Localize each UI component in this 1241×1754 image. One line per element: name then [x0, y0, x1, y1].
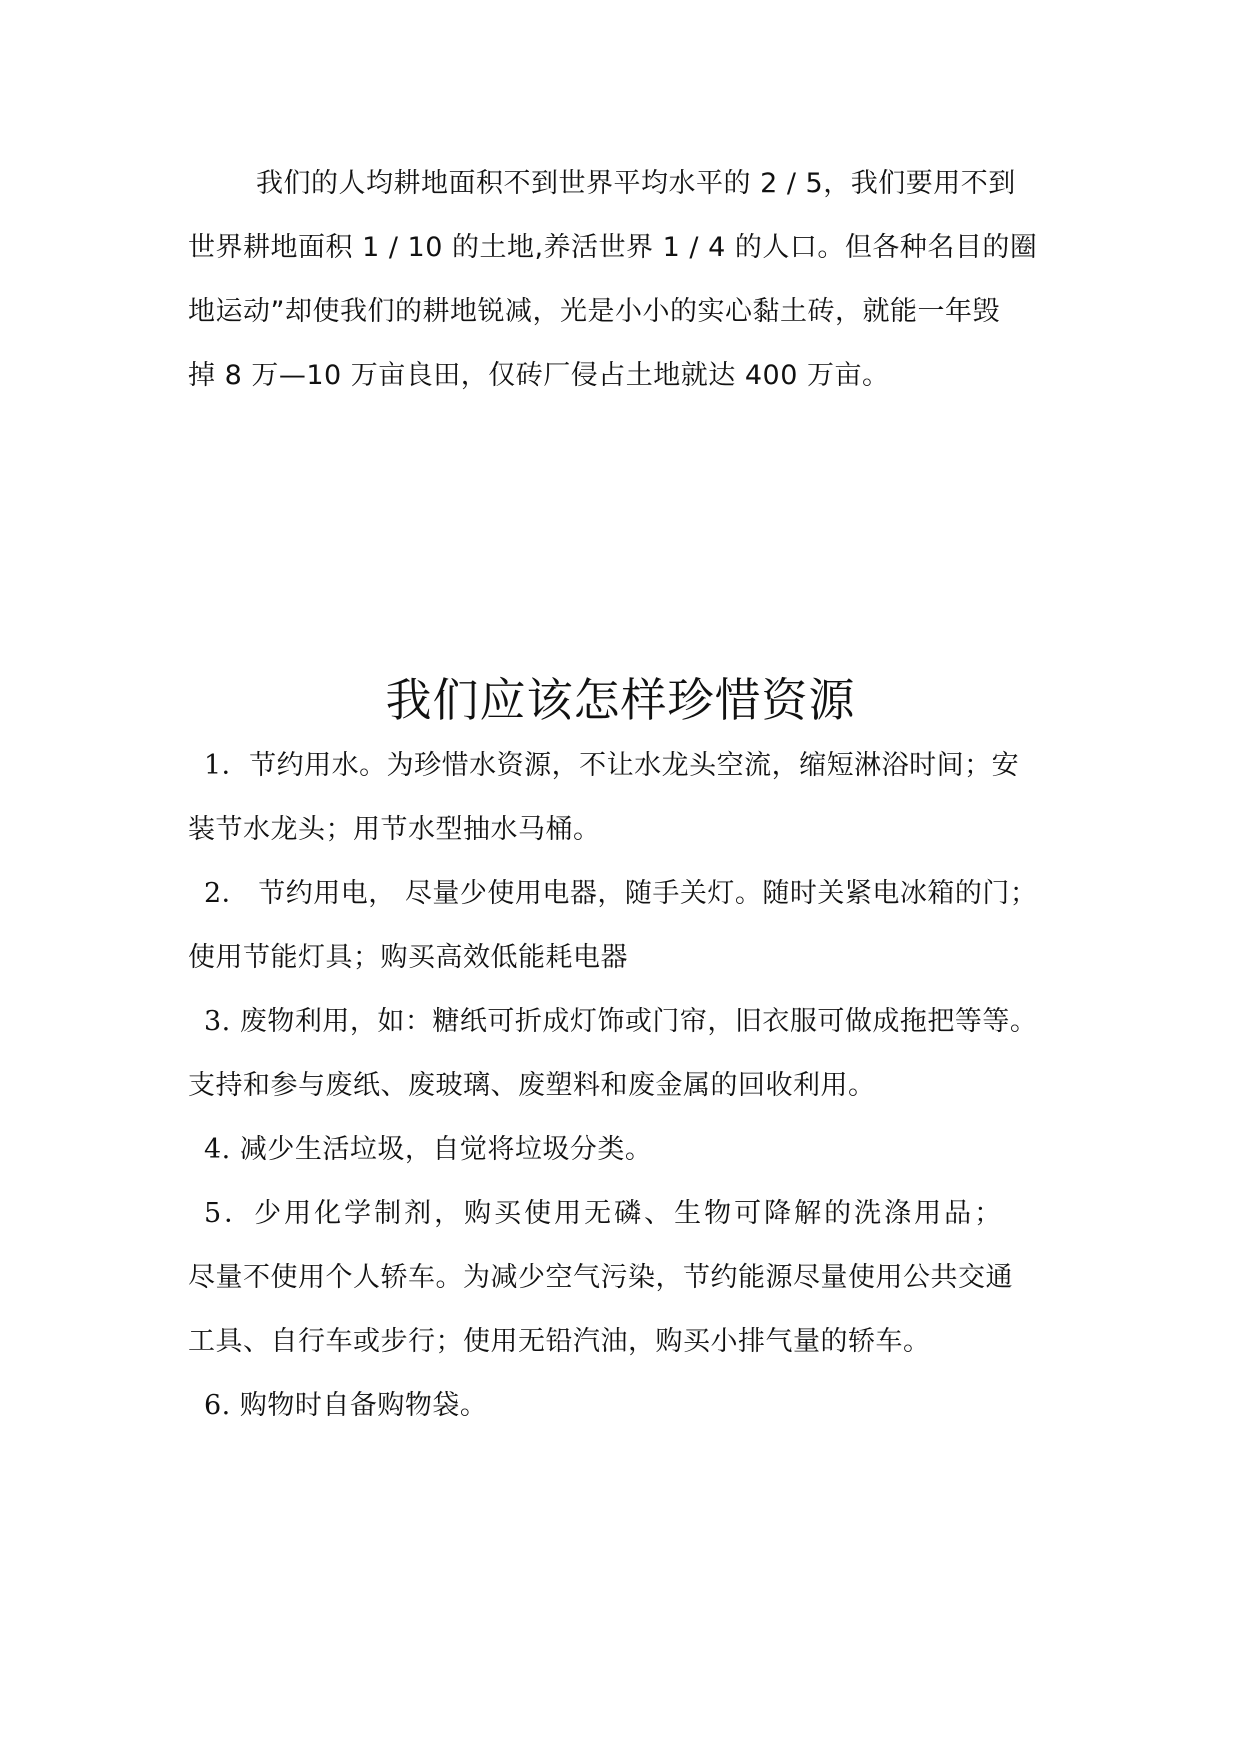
intro-line-2: 世界耕地面积 1 / 10 的土地,养活世界 1 / 4 的人口。但各种名目的圈	[188, 232, 1038, 263]
item-6-line-1: 6. 购物时自备购物袋。	[204, 1390, 488, 1421]
item-5-line-3: 工具、自行车或步行；使用无铅汽油，购买小排气量的轿车。	[188, 1326, 931, 1357]
section-title: 我们应该怎样珍惜资源	[385, 673, 856, 727]
item-1-line-2: 装节水龙头；用节水型抽水马桶。	[188, 814, 601, 845]
item-3-line-2: 支持和参与废纸、废玻璃、废塑料和废金属的回收利用。	[188, 1070, 876, 1101]
intro-line-1: 我们的人均耕地面积不到世界平均水平的 2 / 5，我们要用不到	[256, 168, 1016, 199]
item-5-line-2: 尽量不使用个人轿车。为减少空气污染，节约能源尽量使用公共交通	[188, 1262, 1013, 1293]
item-2-line-2: 使用节能灯具；购买高效低能耗电器	[188, 942, 628, 973]
item-4-line-1: 4. 减少生活垃圾，自觉将垃圾分类。	[204, 1134, 653, 1165]
item-1-line-1: 1．节约用水。为珍惜水资源，不让水龙头空流，缩短淋浴时间；安	[204, 750, 1020, 781]
intro-line-4: 掉 8 万—10 万亩良田，仅砖厂侵占土地就达 400 万亩。	[188, 360, 890, 391]
item-2-line-1: 2． 节约用电， 尽量少使用电器，随手关灯。随时关紧电冰箱的门；	[204, 878, 1038, 909]
item-3-line-1: 3. 废物利用，如：糖纸可折成灯饰或门帘，旧衣服可做成拖把等等。	[204, 1006, 1038, 1037]
item-5-line-1: 5．少用化学制剂，购买使用无磷、生物可降解的洗涤用品；	[204, 1198, 1005, 1229]
intro-line-3: 地运动”却使我们的耕地锐减，光是小小的实心黏土砖，就能一年毁	[188, 296, 1000, 327]
